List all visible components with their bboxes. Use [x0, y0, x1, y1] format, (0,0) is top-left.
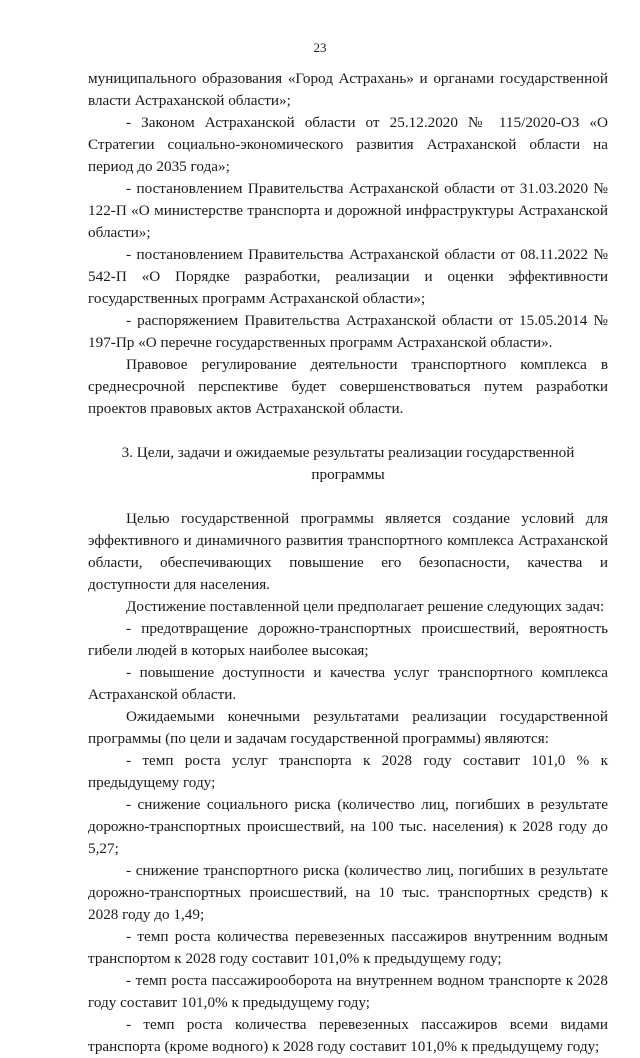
paragraph: Правовое регулирование деятельности транспортного комплекса в среднесрочной перспективе будет совершенствоваться путем разработки проектов правовых актов Астраханской области.: [88, 356, 608, 417]
paragraph: муниципального образования «Город Астрахань» и органами государственной власти Астраханской области»;: [88, 70, 608, 109]
list-item: - постановлением Правительства Астраханской области от 31.03.2020 № 122-П «О министерстве транспорта и дорожной инфраструктуры Астраханской области»;: [88, 180, 608, 241]
list-item: - темп роста услуг транспорта к 2028 году составит 101,0 % к предыдущему году;: [88, 752, 608, 791]
list-item: - темп роста количества перевезенных пассажиров внутренним водным транспортом к 2028 году составит 101,0% к предыдущему году;: [88, 928, 608, 967]
document-body: [88, 68, 608, 1058]
list-item: - темп роста пассажирооборота на внутреннем водном транспорте к 2028 году составит 101,0% к предыдущему году;: [88, 972, 608, 1011]
list-item: - снижение транспортного риска (количество лиц, погибших в результате дорожно-транспортных происшествий, на 10 тыс. транспортных средств) к 2028 году до 1,49;: [88, 862, 608, 923]
paragraph: Целью государственной программы является создание условий для эффективного и динамичного развития транспортного комплекса Астраханской области, обеспечивающих повышение его безопасности, качества и доступности для населения.: [88, 510, 608, 593]
list-item: - темп роста количества перевезенных пассажиров всеми видами транспорта (кроме водного) к 2028 году составит 101,0% к предыдущему году;: [88, 1016, 608, 1055]
list-item: - повышение доступности и качества услуг транспортного комплекса Астраханской области.: [88, 664, 608, 703]
list-item: - постановлением Правительства Астраханской области от 08.11.2022 № 542-П «О Порядке разработки, реализации и оценки эффективности государственных программ Астраханской области»;: [88, 246, 608, 307]
list-item: - снижение социального риска (количество лиц, погибших в результате дорожно-транспортных происшествий, на 100 тыс. населения) к 2028 году до 5,27;: [88, 796, 608, 857]
list-item: - Законом Астраханской области от 25.12.2020 № 115/2020-ОЗ «О Стратегии социально-экономического развития Астраханской области на период до 2035 года»;: [88, 114, 608, 175]
paragraph: Ожидаемыми конечными результатами реализации государственной программы (по цели и задачам государственной программы) являются:: [88, 708, 608, 747]
section-heading: 3. Цели, задачи и ожидаемые результаты реализации государственной программы: [121, 444, 575, 483]
paragraph: Достижение поставленной цели предполагает решение следующих задач:: [126, 598, 605, 615]
page-number: 23: [313, 40, 327, 55]
list-item: - распоряжением Правительства Астраханской области от 15.05.2014 № 197-Пр «О перечне государственных программ Астраханской области».: [88, 312, 608, 351]
list-item: - предотвращение дорожно-транспортных происшествий, вероятность гибели людей в которых наиболее высокая;: [88, 620, 608, 659]
